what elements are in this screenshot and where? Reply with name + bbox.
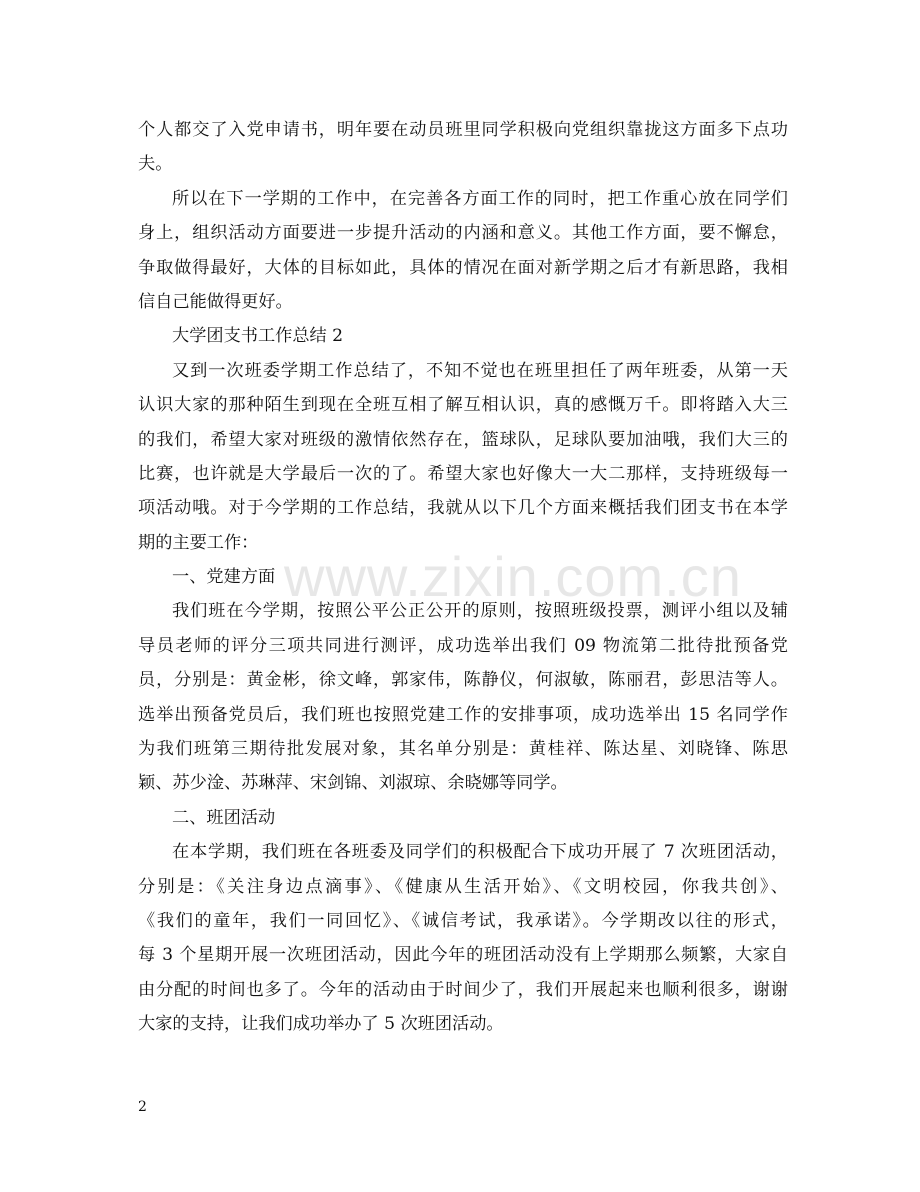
text-line: 期的主要工作： [138,532,259,553]
paragraph-first-line: 我们班在今学期，按照公平公正公开的原则，按照班级投票，测评小组以及辅 [172,601,788,622]
text-line: 选举出预备党员后，我们班也按照党建工作的安排事项，成功选举出 15 名同学作 [138,704,788,725]
text-line: 信自己能做得更好。 [138,291,293,312]
text-line: 个人都交了入党申请书，明年要在动员班里同学积极向党组织靠拢这方面多下点功 [138,120,788,140]
paragraph-first-line: 在本学期，我们班在各班委及同学们的积极配合下成功开展了 7 次班团活动， [172,842,788,863]
text-line: 员，分别是：黄金彬，徐文峰，郭家伟，陈静仪，何淑敏，陈丽君，彭思洁等人。 [138,670,788,691]
text-line: 由分配的时间也多了。今年的活动由于时间少了，我们开展起来也顺利很多，谢谢 [138,979,788,1000]
text-line: 项活动哦。对于今学期的工作总结，我就从以下几个方面来概括我们团支书在本学 [138,498,788,519]
section-title: 大学团支书工作总结 2 [172,326,344,347]
text-line: 大家的支持，让我们成功举办了 5 次班团活动。 [138,1014,504,1035]
page-number: 2 [138,1099,147,1115]
text-line: 颖、苏少淦、苏琳萍、宋剑锦、刘淑琼、余晓娜等同学。 [138,773,568,794]
paragraph-first-line: 所以在下一学期的工作中，在完善各方面工作的同时，把工作重心放在同学们 [172,188,788,209]
text-line: 夫。 [138,154,173,175]
text-line: 认识大家的那种陌生到现在全班互相了解互相认识，真的感慨万千。即将踏入大三 [138,395,788,416]
watermark: www.zixin.com.cn [284,545,742,608]
text-line: 《我们的童年，我们一同回忆》、《诚信考试，我承诺》。今学期改以往的形式， [138,910,788,931]
text-line: 导员老师的评分三项共同进行测评，成功选举出我们 09 物流第二批待批预备党 [138,635,788,656]
text-line: 每 3 个星期开展一次班团活动，因此今年的班团活动没有上学期那么频繁，大家自 [138,945,788,966]
text-line: 争取做得最好，大体的目标如此，具体的情况在面对新学期之后才有新思路，我相 [138,257,788,278]
text-line: 的我们，希望大家对班级的激情依然存在，篮球队，足球队要加油哦，我们大三的 [138,429,788,450]
subheading-party-building: 一、党建方面 [172,567,276,588]
text-line: 分别是：《关注身边点滴事》、《健康从生活开始》、《文明校园，你我共创》、 [138,876,788,897]
text-line: 比赛，也许就是大学最后一次的了。希望大家也好像大一大二那样，支持班级每一 [138,463,788,484]
document-body [138,113,788,1042]
text-line: 身上，组织活动方面要进一步提升活动的内涵和意义。其他工作方面，要不懈怠， [138,223,788,244]
paragraph-first-line: 又到一次班委学期工作总结了，不知不觉也在班里担任了两年班委，从第一天 [172,360,788,381]
text-line: 为我们班第三期待批发展对象，其名单分别是：黄桂祥、陈达星、刘晓锋、陈思 [138,739,788,760]
subheading-class-activities: 二、班团活动 [172,807,276,828]
